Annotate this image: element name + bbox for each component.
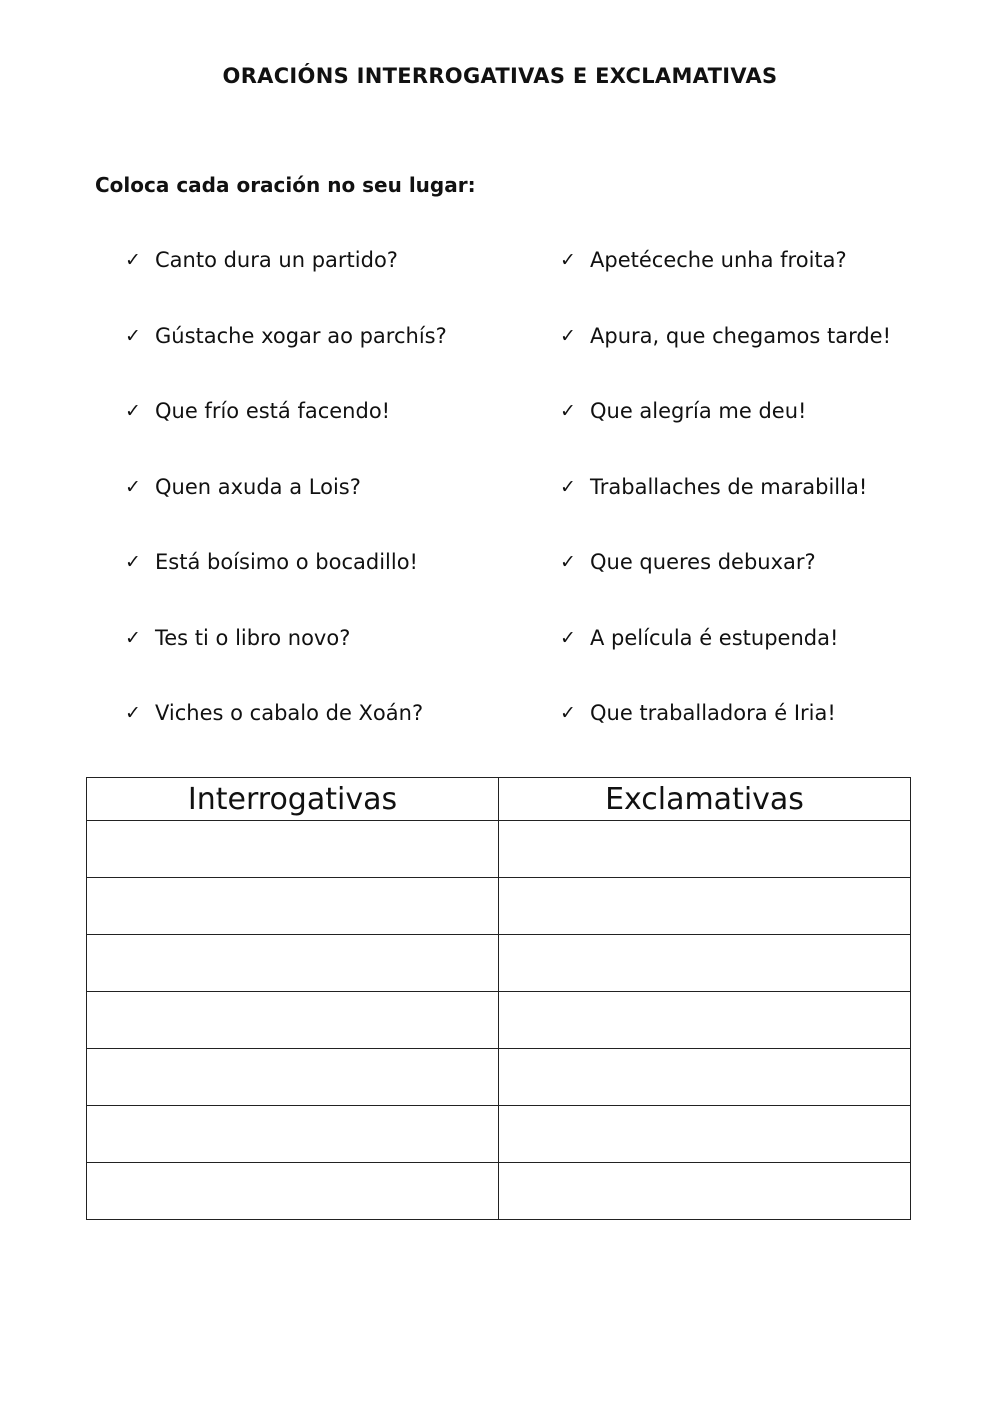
drop-cell-interrogativa[interactable] (87, 1106, 499, 1163)
drop-cell-exclamativa[interactable] (499, 992, 911, 1049)
table-row (87, 878, 911, 935)
sentence-list-right (560, 246, 891, 775)
sentence-text: Que traballadora é Iria! (590, 701, 836, 725)
table-row (87, 821, 911, 878)
list-item[interactable] (560, 473, 891, 549)
checkmark-icon: ✓ (125, 475, 141, 498)
checkmark-icon: ✓ (125, 400, 141, 422)
table-row (87, 1049, 911, 1106)
list-item[interactable] (560, 548, 891, 624)
sentence-text: Que alegría me deu! (590, 399, 807, 423)
sentence-list-left (125, 246, 447, 775)
header-exclamativas: Exclamativas (499, 778, 911, 821)
sentence-text: Apetéceche unha froita? (590, 248, 847, 272)
checkmark-icon: ✓ (125, 249, 141, 271)
checkmark-icon: ✓ (560, 400, 576, 422)
instruction-text: Coloca cada oración no seu lugar: (95, 173, 476, 197)
drop-cell-interrogativa[interactable] (87, 878, 499, 935)
list-item[interactable] (560, 699, 891, 775)
checkmark-icon: ✓ (560, 551, 576, 573)
sentence-text: A película é estupenda! (590, 625, 839, 650)
list-item[interactable] (125, 624, 447, 700)
list-item[interactable] (125, 397, 447, 473)
drop-cell-interrogativa[interactable] (87, 992, 499, 1049)
table-header-row (87, 778, 911, 821)
checkmark-icon: ✓ (125, 324, 141, 347)
drop-cell-interrogativa[interactable] (87, 821, 499, 878)
drop-cell-exclamativa[interactable] (499, 1106, 911, 1163)
list-item[interactable] (560, 624, 891, 700)
checkmark-icon: ✓ (560, 324, 576, 347)
list-item[interactable] (125, 322, 447, 398)
sentence-text: Quen axuda a Lois? (155, 474, 361, 499)
drop-cell-exclamativa[interactable] (499, 1049, 911, 1106)
checkmark-icon: ✓ (560, 702, 576, 724)
drop-cell-interrogativa[interactable] (87, 1049, 499, 1106)
list-item[interactable] (125, 548, 447, 624)
table-row (87, 935, 911, 992)
table-row (87, 1106, 911, 1163)
sentence-text: Canto dura un partido? (155, 248, 398, 272)
checkmark-icon: ✓ (560, 475, 576, 498)
list-item[interactable] (125, 699, 447, 775)
checkmark-icon: ✓ (125, 702, 141, 724)
list-item[interactable] (560, 322, 891, 398)
classification-table (86, 777, 911, 1220)
checkmark-icon: ✓ (125, 626, 141, 649)
drop-cell-exclamativa[interactable] (499, 1163, 911, 1220)
sentence-text: Viches o cabalo de Xoán? (155, 701, 424, 725)
checkmark-icon: ✓ (560, 249, 576, 271)
sentence-text: Está boísimo o bocadillo! (155, 550, 418, 574)
list-item[interactable] (125, 246, 447, 322)
list-item[interactable] (560, 397, 891, 473)
checkmark-icon: ✓ (560, 626, 576, 649)
table-row (87, 1163, 911, 1220)
table-row (87, 992, 911, 1049)
drop-cell-interrogativa[interactable] (87, 935, 499, 992)
drop-cell-exclamativa[interactable] (499, 821, 911, 878)
list-item[interactable] (560, 246, 891, 322)
sentence-text: Que frío está facendo! (155, 399, 391, 423)
header-interrogativas: Interrogativas (87, 778, 499, 821)
drop-cell-exclamativa[interactable] (499, 935, 911, 992)
sentence-text: Apura, que chegamos tarde! (590, 323, 892, 348)
sentence-text: Gústache xogar ao parchís? (155, 323, 447, 348)
sentence-text: Que queres debuxar? (590, 550, 816, 574)
drop-cell-exclamativa[interactable] (499, 878, 911, 935)
checkmark-icon: ✓ (125, 551, 141, 573)
page-title: ORACIÓNS INTERROGATIVAS E EXCLAMATIVAS (222, 64, 778, 88)
sentence-text: Tes ti o libro novo? (155, 625, 351, 650)
drop-cell-interrogativa[interactable] (87, 1163, 499, 1220)
sentence-text: Traballaches de marabilla! (590, 474, 868, 499)
list-item[interactable] (125, 473, 447, 549)
